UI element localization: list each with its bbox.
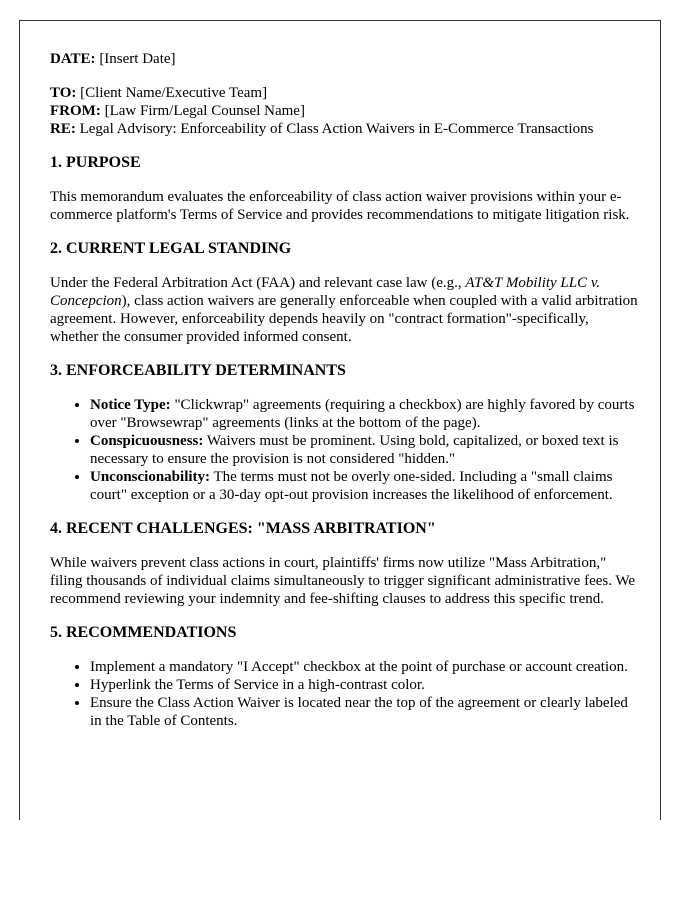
spacer: [50, 172, 640, 188]
date-value: [Insert Date]: [95, 51, 176, 67]
spacer: [50, 538, 640, 554]
list-item: [90, 396, 640, 432]
from-line: [50, 102, 640, 120]
section-heading-determinants: 3. ENFORCEABILITY DETERMINANTS: [50, 362, 346, 379]
from-value: [Law Firm/Legal Counsel Name]: [100, 103, 305, 119]
list-item-text: "Clickwrap" agreements (requiring a checkbox) are highly favored by courts over "Browsewrap" agreements (links at the bottom of the page).: [90, 397, 635, 431]
list-item: • Implement a mandatory "I Accept" checkbox at the point of purchase or account creation.: [90, 658, 640, 676]
date-line: [50, 50, 640, 68]
list-item: • Ensure the Class Action Waiver is located near the top of the agreement or clearly labeled in the Table of Contents.: [90, 694, 640, 730]
list-item: • Hyperlink the Terms of Service in a high-contrast color.: [90, 676, 640, 694]
list-item-term: Conspicuousness:: [90, 433, 204, 449]
list-item-text: The terms must not be overly one-sided. Including a "small claims court" exception or a 30-day opt-out provision increases the likelihood of enforcement.: [90, 469, 613, 503]
recommendations-list: [50, 658, 640, 730]
spacer: [50, 608, 640, 624]
memo-content: [50, 50, 640, 730]
date-label: DATE:: [50, 51, 96, 67]
section-heading-standing: 2. CURRENT LEGAL STANDING: [50, 240, 292, 257]
standing-text-post: ), class action waivers are generally enforceable when coupled with a valid arbitration agreement. However, enforceability depends heavily on "contract formation"-specifically, whether the consumer provided informed consent.: [50, 293, 638, 345]
re-label: RE:: [50, 121, 76, 137]
spacer: [50, 224, 640, 240]
list-item: [90, 432, 640, 468]
section-heading-purpose: 1. PURPOSE: [50, 154, 141, 171]
list-item: [90, 468, 640, 504]
section-heading-recommendations: 5. RECOMMENDATIONS: [50, 624, 237, 641]
section-heading-challenges: 4. RECENT CHALLENGES: "MASS ARBITRATION": [50, 520, 436, 537]
spacer: [50, 346, 640, 362]
to-label: TO:: [50, 85, 77, 101]
section-body-challenges: While waivers prevent class actions in court, plaintiffs' firms now utilize "Mass Arbitration," filing thousands of individual claims simultaneously to trigger significant administrative fees. We recommend reviewing your indemnity and fee-shifting clauses to address this specific trend.: [50, 555, 636, 607]
case-citation: AT&T Mobility LLC v. Concepcion: [50, 275, 601, 309]
spacer: [50, 504, 640, 520]
to-line: [50, 84, 640, 102]
section-body-standing: [50, 274, 640, 346]
spacer: [50, 642, 640, 658]
determinants-list: [50, 396, 640, 504]
to-value: [Client Name/Executive Team]: [76, 85, 268, 101]
list-item-text: Waivers must be prominent. Using bold, capitalized, or boxed text is necessary to ensure the provision is not considered "hidden.": [90, 433, 619, 467]
from-label: FROM:: [50, 103, 101, 119]
spacer: [50, 380, 640, 396]
list-item-term: Unconscionability:: [90, 469, 211, 485]
spacer: [50, 258, 640, 274]
re-line: [50, 120, 640, 138]
spacer: [50, 68, 640, 84]
spacer: [50, 138, 640, 154]
standing-text-pre: Under the Federal Arbitration Act (FAA) and relevant case law (e.g.,: [50, 275, 466, 291]
section-body-purpose: This memorandum evaluates the enforceability of class action waiver provisions within your e-commerce platform's Terms of Service and provides recommendations to mitigate litigation risk.: [50, 189, 630, 223]
list-item-term: Notice Type:: [90, 397, 171, 413]
memo-page: [19, 20, 661, 820]
re-value: Legal Advisory: Enforceability of Class Action Waivers in E-Commerce Transactions: [75, 121, 594, 137]
